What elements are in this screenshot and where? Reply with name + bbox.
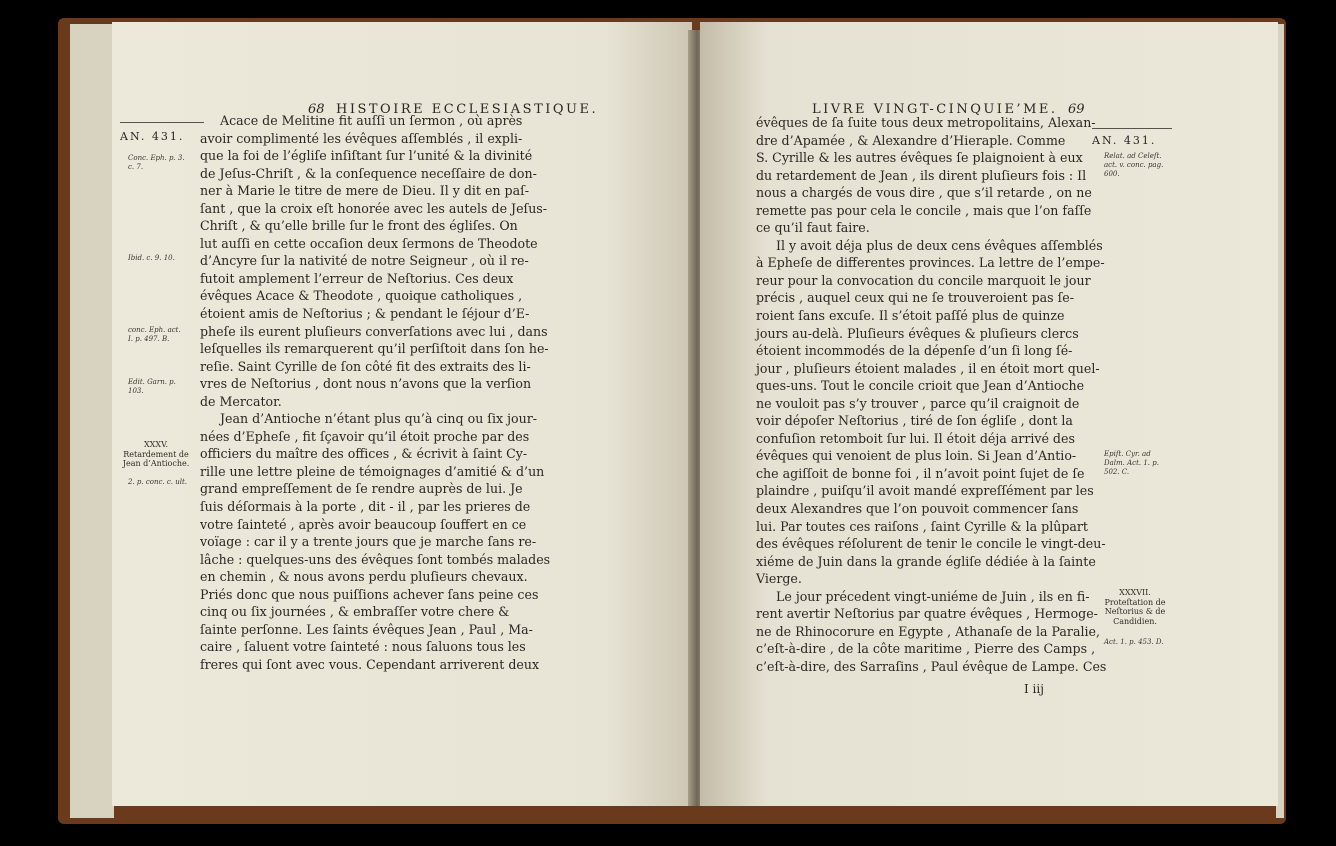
left-page-number: 68 xyxy=(308,102,325,117)
left-note-2: Ibid. c. 9. 10. xyxy=(128,254,175,262)
left-side-title: XXXV. Retardement de Jean d’Antioche. xyxy=(122,440,190,468)
left-note-5: 2. p. conc. c. ult. xyxy=(128,478,188,486)
right-note-2: Epiſt. Cyr. ad Dalm. Act. 1. p. 502. C. xyxy=(1104,450,1159,476)
signature-mark: I iij xyxy=(1024,682,1044,696)
right-note-1: Relat. ad Celeſt. act. v. conc. pag. 600. xyxy=(1104,152,1164,178)
right-side-title: XXXVII. Proteſtation de Neſtorius & de Candidien. xyxy=(1104,588,1166,626)
left-running-head: HISTOIRE ECCLESIASTIQUE. xyxy=(336,102,599,117)
right-page-number: 69 xyxy=(1068,102,1085,117)
left-year: AN. 431. xyxy=(120,130,185,143)
left-margin-rule xyxy=(120,122,204,123)
left-page xyxy=(112,22,692,806)
right-year: AN. 431. xyxy=(1092,134,1157,147)
left-page-edges xyxy=(70,24,114,818)
left-note-1: Conc. Eph. p. 3. c. 7. xyxy=(128,154,185,171)
right-running-head: LIVRE VINGT-CINQUIE’ME. xyxy=(812,102,1058,117)
left-note-4: Edit. Garn. p. 103. xyxy=(128,378,176,395)
left-note-3: conc. Eph. act. I. p. 497. B. xyxy=(128,326,181,343)
left-body-text: Acace de Melitine fit auſſi un ſermon , où après avoir complimenté les évêques aſſemblés , il expli- que la foi de l’égliſe inſiſtant ſur l’unité & la divinité de Jeſus-Chriſt , & la conſequence neceſſaire de don- ner à Marie le titre de mere de Dieu. Il y dit en paſ- ſant , que la croix eſt honorée avec les autels de Jeſus- Chriſt , & qu’elle brille ſur le front des égliſes. On lut auſſi en cette occaſion deux ſermons de Theodote d’Ancyre ſur la nativité de notre Seigneur , où il re- futoit amplement l’erreur de Neſtorius. Ces deux évêques Acace & Theodote , quoique catholiques , étoient amis de Neſtorius ; & pendant le ſéjour d’E- pheſe ils eurent pluſieurs converſations avec lui , dans leſquelles ils remarquerent qu’il perſiſtoit dans ſon he- reſie. Saint Cyrille de ſon côté fit des extraits des li- vres de Neſtorius , dont nous n’avons que la verſion de Mercator. Jean d’Antioche n’étant plus qu’à cinq ou ſix jour- nées d’Epheſe , fit ſçavoir qu’il étoit proche par des officiers du maître des offices , & écrivit à ſaint Cy- rille une lettre pleine de témoignages d’amitié & d’un grand empreſſement de ſe rendre auprès de lui. Je ſuis déſormais à la porte , dit - il , par les prieres de votre ſainteté , après avoir beaucoup ſouffert en ce voïage : car il y a trente jours que je marche ſans re- lâche : quelques-uns des évêques ſont tombés malades en chemin , & nous avons perdu pluſieurs chevaux. Priés donc que nous puiſſions achever ſans peine ces cinq ou ſix journées , & embraſſer votre chere & ſainte perſonne. Les ſaints évêques Jean , Paul , Ma- caire , ſaluent votre ſainteté : nous ſaluons tous les freres qui ſont avec vous. Cependant arriverent deux xyxy=(200,113,551,672)
right-page xyxy=(700,22,1278,806)
right-body-text: évêques de ſa ſuite tous deux metropolitains, Alexan- dre d’Apamée , & Alexandre d’Hieraple. Comme S. Cyrille & les autres évêques ſe plaignoient à eux du retardement de Jean , ils dirent pluſieurs fois : Il nous a chargés de vous dire , que s’il retarde , on ne remette pas pour cela le concile , mais que l’on faſſe ce qu’il faut faire. Il y avoit déja plus de deux cens évêques aſſemblés à Epheſe de differentes provinces. La lettre de l’empe- reur pour la convocation du concile marquoit le jour précis , auquel ceux qui ne ſe trouveroient pas ſe- roient ſans excuſe. Il s’étoit paſſé plus de quinze jours au-delà. Pluſieurs évêques & pluſieurs clercs étoient incommodés de la dépenſe d’un ſi long ſé- jour , pluſieurs étoient malades , il en étoit mort quel- ques-uns. Tout le concile crioit que Jean d’Antioche ne vouloit pas s’y trouver , parce qu’il craignoit de voir dépoſer Neſtorius , tiré de ſon égliſe , dont la confuſion retomboit ſur lui. Il étoit déja arrivé des évêques qui venoient de plus loin. Si Jean d’Antio- che agiſſoit de bonne foi , il n’avoit point ſujet de ſe plaindre , puiſqu’il avoit mandé expreſſément par les deux Alexandres que l’on pouvoit commencer ſans lui. Par toutes ces raiſons , ſaint Cyrille & la plûpart des évêques réſolurent de tenir le concile le vingt-deu- xiéme de Juin dans la grande égliſe dédiée à la ſainte Vierge. Le jour précedent vingt-uniéme de Juin , ils en fi- rent avertir Neſtorius par quatre évêques , Hermoge- ne de Rhinocorure en Egypte , Athanaſe de la Paralie, c’eſt-à-dire , de la côte maritime , Pierre des Camps , c’eſt-à-dire, des Sarraſins , Paul évêque de Lampe. Ces xyxy=(756,115,1107,674)
right-note-3: Act. 1. p. 453. D. xyxy=(1104,638,1164,646)
